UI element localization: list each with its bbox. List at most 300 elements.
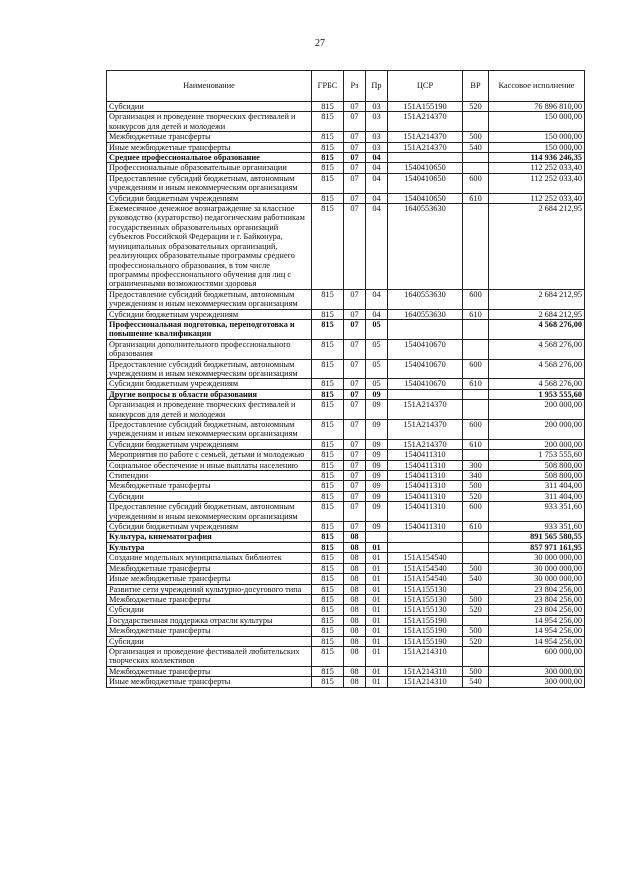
cell-pr: 04 bbox=[366, 153, 388, 163]
cell-csr: 151А214370 bbox=[388, 142, 463, 152]
cell-rz: 07 bbox=[344, 289, 366, 309]
table-row bbox=[107, 142, 585, 152]
cell-grbs: 815 bbox=[312, 626, 344, 636]
cell-rz: 08 bbox=[344, 574, 366, 584]
cell-rz: 07 bbox=[344, 471, 366, 481]
cell-pr: 01 bbox=[366, 553, 388, 563]
cell-csr: 1540410650 bbox=[388, 193, 463, 203]
cell-name: Иные межбюджетные трансферты bbox=[107, 677, 312, 687]
table-row bbox=[107, 153, 585, 163]
table-row bbox=[107, 574, 585, 584]
cell-amount: 933 351,60 bbox=[489, 522, 585, 532]
cell-csr: 1540411310 bbox=[388, 491, 463, 501]
cell-rz: 07 bbox=[344, 132, 366, 142]
cell-name: Субсидии bbox=[107, 491, 312, 501]
cell-csr: 1540410650 bbox=[388, 163, 463, 173]
cell-name: Межбюджетные трансферты bbox=[107, 481, 312, 491]
table-row bbox=[107, 605, 585, 615]
table-row bbox=[107, 389, 585, 399]
cell-pr: 09 bbox=[366, 460, 388, 470]
cell-pr: 05 bbox=[366, 359, 388, 379]
cell-pr: 01 bbox=[366, 615, 388, 625]
cell-pr: 01 bbox=[366, 542, 388, 552]
cell-amount: 150 000,00 bbox=[489, 112, 585, 132]
cell-pr: 01 bbox=[366, 626, 388, 636]
cell-name: Субсидии бюджетным учреждениям bbox=[107, 193, 312, 203]
cell-vr: 540 bbox=[463, 677, 489, 687]
cell-vr: 610 bbox=[463, 522, 489, 532]
header-amount: Кассовое исполнение bbox=[489, 71, 585, 102]
cell-amount: 114 936 246,35 bbox=[489, 153, 585, 163]
cell-vr: 520 bbox=[463, 102, 489, 112]
cell-vr bbox=[463, 646, 489, 666]
cell-amount: 23 804 256,00 bbox=[489, 584, 585, 594]
cell-pr: 01 bbox=[366, 594, 388, 604]
cell-grbs: 815 bbox=[312, 491, 344, 501]
cell-grbs: 815 bbox=[312, 460, 344, 470]
cell-pr: 03 bbox=[366, 142, 388, 152]
cell-pr: 01 bbox=[366, 563, 388, 573]
cell-name: Субсидии bbox=[107, 102, 312, 112]
cell-name: Иные межбюджетные трансферты bbox=[107, 574, 312, 584]
cell-grbs: 815 bbox=[312, 289, 344, 309]
cell-amount: 300 000,00 bbox=[489, 666, 585, 676]
cell-name: Ежемесячное денежное вознаграждение за классное руководство (кураторство) педагогическим работникам государственных образовательных организаций субъектов Российской Федерации и г. Байконура, муниципальных образовательных организаций, реализующих образовательные программы среднего профессионального образования, в том числе программы профессионального обучения для лиц с ограниченными возможностями здоровья bbox=[107, 204, 312, 290]
table-row bbox=[107, 450, 585, 460]
cell-pr: 04 bbox=[366, 289, 388, 309]
cell-grbs: 815 bbox=[312, 379, 344, 389]
cell-vr: 540 bbox=[463, 142, 489, 152]
cell-pr: 04 bbox=[366, 163, 388, 173]
cell-grbs: 815 bbox=[312, 563, 344, 573]
cell-amount: 311 404,00 bbox=[489, 481, 585, 491]
header-csr: ЦСР bbox=[388, 71, 463, 102]
cell-grbs: 815 bbox=[312, 389, 344, 399]
cell-vr: 500 bbox=[463, 594, 489, 604]
cell-csr: 151А155190 bbox=[388, 626, 463, 636]
table-row bbox=[107, 502, 585, 522]
table-row bbox=[107, 102, 585, 112]
cell-csr bbox=[388, 532, 463, 542]
cell-grbs: 815 bbox=[312, 439, 344, 449]
cell-rz: 07 bbox=[344, 379, 366, 389]
cell-vr: 610 bbox=[463, 309, 489, 319]
cell-amount: 200 000,00 bbox=[489, 420, 585, 440]
cell-name: Предоставление субсидий бюджетным, автономным учреждениям и иным некоммерческим организациям bbox=[107, 502, 312, 522]
table-row bbox=[107, 563, 585, 573]
cell-grbs: 815 bbox=[312, 646, 344, 666]
cell-name: Развитие сети учреждений культурно-досугового типа bbox=[107, 584, 312, 594]
cell-csr: 151А154540 bbox=[388, 553, 463, 563]
cell-vr: 610 bbox=[463, 439, 489, 449]
cell-pr: 01 bbox=[366, 605, 388, 615]
cell-vr: 600 bbox=[463, 359, 489, 379]
cell-csr: 151А155190 bbox=[388, 636, 463, 646]
table-row bbox=[107, 193, 585, 203]
cell-rz: 08 bbox=[344, 646, 366, 666]
cell-pr: 09 bbox=[366, 481, 388, 491]
cell-name: Культура, кинематография bbox=[107, 532, 312, 542]
cell-amount: 76 896 810,00 bbox=[489, 102, 585, 112]
table-row bbox=[107, 309, 585, 319]
header-grbs: ГРБС bbox=[312, 71, 344, 102]
cell-rz: 07 bbox=[344, 339, 366, 359]
cell-rz: 07 bbox=[344, 193, 366, 203]
cell-csr: 151А214310 bbox=[388, 677, 463, 687]
cell-grbs: 815 bbox=[312, 522, 344, 532]
cell-vr: 500 bbox=[463, 666, 489, 676]
cell-name: Другие вопросы в области образования bbox=[107, 389, 312, 399]
cell-csr: 1640553630 bbox=[388, 309, 463, 319]
cell-name: Предоставление субсидий бюджетным, автономным учреждениям и иным некоммерческим организациям bbox=[107, 289, 312, 309]
cell-grbs: 815 bbox=[312, 319, 344, 339]
cell-rz: 07 bbox=[344, 420, 366, 440]
cell-pr: 09 bbox=[366, 522, 388, 532]
cell-vr: 610 bbox=[463, 379, 489, 389]
header-pr: Пр bbox=[366, 71, 388, 102]
cell-pr: 09 bbox=[366, 400, 388, 420]
cell-csr: 151А214370 bbox=[388, 400, 463, 420]
cell-csr: 151А154540 bbox=[388, 574, 463, 584]
cell-pr: 04 bbox=[366, 204, 388, 290]
table-row bbox=[107, 666, 585, 676]
cell-grbs: 815 bbox=[312, 584, 344, 594]
cell-amount: 508 800,00 bbox=[489, 471, 585, 481]
cell-csr bbox=[388, 542, 463, 552]
cell-vr: 500 bbox=[463, 132, 489, 142]
cell-grbs: 815 bbox=[312, 193, 344, 203]
cell-csr: 151А214370 bbox=[388, 112, 463, 132]
cell-grbs: 815 bbox=[312, 594, 344, 604]
cell-rz: 07 bbox=[344, 163, 366, 173]
table-row bbox=[107, 460, 585, 470]
cell-name: Субсидии bbox=[107, 605, 312, 615]
cell-rz: 07 bbox=[344, 502, 366, 522]
cell-grbs: 815 bbox=[312, 574, 344, 584]
cell-name: Культура bbox=[107, 542, 312, 552]
table-row bbox=[107, 204, 585, 290]
cell-csr bbox=[388, 319, 463, 339]
table-row bbox=[107, 626, 585, 636]
cell-grbs: 815 bbox=[312, 153, 344, 163]
cell-csr bbox=[388, 153, 463, 163]
cell-grbs: 815 bbox=[312, 204, 344, 290]
cell-pr: 03 bbox=[366, 112, 388, 132]
cell-amount: 150 000,00 bbox=[489, 142, 585, 152]
table-row bbox=[107, 522, 585, 532]
cell-name: Иные межбюджетные трансферты bbox=[107, 142, 312, 152]
cell-csr: 1540411310 bbox=[388, 522, 463, 532]
cell-rz: 07 bbox=[344, 102, 366, 112]
table-row bbox=[107, 584, 585, 594]
cell-csr: 151А154540 bbox=[388, 563, 463, 573]
cell-vr: 340 bbox=[463, 471, 489, 481]
cell-vr: 610 bbox=[463, 193, 489, 203]
table-row bbox=[107, 400, 585, 420]
cell-name: Субсидии bbox=[107, 636, 312, 646]
cell-csr: 1540411310 bbox=[388, 471, 463, 481]
cell-grbs: 815 bbox=[312, 132, 344, 142]
cell-csr: 1540410670 bbox=[388, 339, 463, 359]
table-row bbox=[107, 677, 585, 687]
cell-grbs: 815 bbox=[312, 481, 344, 491]
cell-rz: 07 bbox=[344, 319, 366, 339]
cell-pr: 01 bbox=[366, 584, 388, 594]
cell-name: Предоставление субсидий бюджетным, автономным учреждениям и иным некоммерческим организациям bbox=[107, 173, 312, 193]
cell-csr: 151А214370 bbox=[388, 420, 463, 440]
cell-amount: 112 252 033,40 bbox=[489, 193, 585, 203]
cell-grbs: 815 bbox=[312, 420, 344, 440]
table-row bbox=[107, 163, 585, 173]
cell-csr: 1640553630 bbox=[388, 289, 463, 309]
cell-vr: 520 bbox=[463, 636, 489, 646]
cell-name: Организации дополнительного профессионального образования bbox=[107, 339, 312, 359]
cell-rz: 08 bbox=[344, 563, 366, 573]
table-row bbox=[107, 594, 585, 604]
cell-vr: 600 bbox=[463, 502, 489, 522]
cell-name: Среднее профессиональное образование bbox=[107, 153, 312, 163]
cell-amount: 112 252 033,40 bbox=[489, 173, 585, 193]
cell-rz: 07 bbox=[344, 400, 366, 420]
cell-pr: 01 bbox=[366, 646, 388, 666]
cell-grbs: 815 bbox=[312, 502, 344, 522]
cell-amount: 891 565 580,55 bbox=[489, 532, 585, 542]
cell-name: Субсидии бюджетным учреждениям bbox=[107, 309, 312, 319]
cell-csr: 1540411310 bbox=[388, 450, 463, 460]
cell-vr: 520 bbox=[463, 605, 489, 615]
cell-grbs: 815 bbox=[312, 112, 344, 132]
cell-rz: 07 bbox=[344, 522, 366, 532]
header-vr: ВР bbox=[463, 71, 489, 102]
cell-pr: 09 bbox=[366, 389, 388, 399]
cell-amount: 2 684 212,95 bbox=[489, 204, 585, 290]
cell-pr: 01 bbox=[366, 574, 388, 584]
cell-vr bbox=[463, 400, 489, 420]
cell-csr: 151А155130 bbox=[388, 584, 463, 594]
cell-vr bbox=[463, 112, 489, 132]
table-row bbox=[107, 471, 585, 481]
cell-amount: 1 753 555,60 bbox=[489, 450, 585, 460]
cell-amount: 4 568 276,00 bbox=[489, 359, 585, 379]
cell-rz: 08 bbox=[344, 584, 366, 594]
cell-csr: 151А155190 bbox=[388, 102, 463, 112]
cell-amount: 30 000 000,00 bbox=[489, 553, 585, 563]
cell-vr: 500 bbox=[463, 481, 489, 491]
cell-csr: 151А214370 bbox=[388, 132, 463, 142]
cell-rz: 07 bbox=[344, 359, 366, 379]
cell-name: Субсидии бюджетным учреждениям bbox=[107, 439, 312, 449]
cell-pr: 01 bbox=[366, 666, 388, 676]
cell-amount: 112 252 033,40 bbox=[489, 163, 585, 173]
table-row bbox=[107, 319, 585, 339]
table-row bbox=[107, 646, 585, 666]
cell-grbs: 815 bbox=[312, 677, 344, 687]
cell-name: Предоставление субсидий бюджетным, автономным учреждениям и иным некоммерческим организациям bbox=[107, 420, 312, 440]
cell-name: Организация и проведение творческих фестивалей и конкурсов для детей и молодежи bbox=[107, 400, 312, 420]
cell-pr: 01 bbox=[366, 636, 388, 646]
header-name: Наименование bbox=[107, 71, 312, 102]
cell-grbs: 815 bbox=[312, 400, 344, 420]
cell-rz: 08 bbox=[344, 677, 366, 687]
table-row bbox=[107, 481, 585, 491]
cell-amount: 857 971 161,95 bbox=[489, 542, 585, 552]
cell-amount: 4 568 276,00 bbox=[489, 339, 585, 359]
table-row bbox=[107, 542, 585, 552]
cell-grbs: 815 bbox=[312, 339, 344, 359]
cell-vr: 540 bbox=[463, 574, 489, 584]
cell-rz: 08 bbox=[344, 542, 366, 552]
cell-csr: 151А155190 bbox=[388, 615, 463, 625]
cell-grbs: 815 bbox=[312, 666, 344, 676]
table-row bbox=[107, 420, 585, 440]
table-body bbox=[107, 102, 585, 688]
cell-grbs: 815 bbox=[312, 636, 344, 646]
cell-pr: 09 bbox=[366, 420, 388, 440]
cell-pr: 03 bbox=[366, 102, 388, 112]
cell-vr bbox=[463, 153, 489, 163]
cell-csr: 1540410670 bbox=[388, 379, 463, 389]
cell-grbs: 815 bbox=[312, 532, 344, 542]
table-row bbox=[107, 112, 585, 132]
table-row bbox=[107, 173, 585, 193]
cell-vr bbox=[463, 450, 489, 460]
table-header-row bbox=[107, 71, 585, 102]
cell-csr: 1540410670 bbox=[388, 359, 463, 379]
cell-pr: 05 bbox=[366, 319, 388, 339]
budget-table bbox=[106, 70, 585, 688]
cell-rz: 07 bbox=[344, 450, 366, 460]
cell-vr bbox=[463, 389, 489, 399]
cell-name: Организация и проведение фестивалей любительских творческих коллективов bbox=[107, 646, 312, 666]
cell-vr bbox=[463, 615, 489, 625]
cell-pr: 04 bbox=[366, 309, 388, 319]
cell-name: Межбюджетные трансферты bbox=[107, 666, 312, 676]
cell-vr: 600 bbox=[463, 420, 489, 440]
page-number: 27 bbox=[315, 38, 325, 49]
cell-rz: 08 bbox=[344, 594, 366, 604]
cell-vr bbox=[463, 532, 489, 542]
cell-grbs: 815 bbox=[312, 615, 344, 625]
table-row bbox=[107, 615, 585, 625]
cell-amount: 14 954 256,00 bbox=[489, 626, 585, 636]
table-row bbox=[107, 339, 585, 359]
cell-name: Межбюджетные трансферты bbox=[107, 563, 312, 573]
cell-name: Предоставление субсидий бюджетным, автономным учреждениям и иным некоммерческим организациям bbox=[107, 359, 312, 379]
table-row bbox=[107, 532, 585, 542]
cell-amount: 14 954 256,00 bbox=[489, 615, 585, 625]
cell-vr bbox=[463, 542, 489, 552]
cell-grbs: 815 bbox=[312, 450, 344, 460]
cell-name: Государственная поддержка отрасли культуры bbox=[107, 615, 312, 625]
cell-rz: 07 bbox=[344, 204, 366, 290]
cell-rz: 07 bbox=[344, 309, 366, 319]
cell-grbs: 815 bbox=[312, 102, 344, 112]
cell-amount: 30 000 000,00 bbox=[489, 574, 585, 584]
cell-csr: 1540411310 bbox=[388, 502, 463, 522]
cell-rz: 08 bbox=[344, 666, 366, 676]
table-row bbox=[107, 379, 585, 389]
cell-vr: 600 bbox=[463, 173, 489, 193]
cell-rz: 08 bbox=[344, 636, 366, 646]
table-row bbox=[107, 553, 585, 563]
cell-csr: 1540411310 bbox=[388, 460, 463, 470]
cell-amount: 300 000,00 bbox=[489, 677, 585, 687]
cell-amount: 2 684 212,95 bbox=[489, 309, 585, 319]
cell-name: Мероприятия по работе с семьей, детьми и молодежью bbox=[107, 450, 312, 460]
cell-vr bbox=[463, 584, 489, 594]
cell-grbs: 815 bbox=[312, 359, 344, 379]
cell-csr: 1640553630 bbox=[388, 204, 463, 290]
cell-name: Субсидии бюджетным учреждениям bbox=[107, 379, 312, 389]
cell-pr bbox=[366, 532, 388, 542]
cell-vr bbox=[463, 163, 489, 173]
cell-amount: 200 000,00 bbox=[489, 400, 585, 420]
cell-vr: 520 bbox=[463, 491, 489, 501]
cell-pr: 09 bbox=[366, 471, 388, 481]
cell-rz: 07 bbox=[344, 173, 366, 193]
cell-rz: 07 bbox=[344, 460, 366, 470]
cell-rz: 08 bbox=[344, 615, 366, 625]
cell-vr: 500 bbox=[463, 563, 489, 573]
cell-name: Социальное обеспечение и иные выплаты населению bbox=[107, 460, 312, 470]
cell-grbs: 815 bbox=[312, 542, 344, 552]
cell-vr bbox=[463, 204, 489, 290]
cell-csr: 1540411310 bbox=[388, 481, 463, 491]
cell-rz: 07 bbox=[344, 439, 366, 449]
cell-rz: 07 bbox=[344, 142, 366, 152]
cell-amount: 23 804 256,00 bbox=[489, 594, 585, 604]
table-row bbox=[107, 636, 585, 646]
cell-rz: 07 bbox=[344, 481, 366, 491]
cell-name: Межбюджетные трансферты bbox=[107, 594, 312, 604]
cell-amount: 508 800,00 bbox=[489, 460, 585, 470]
cell-grbs: 815 bbox=[312, 471, 344, 481]
table-row bbox=[107, 439, 585, 449]
cell-amount: 1 953 555,60 bbox=[489, 389, 585, 399]
table-row bbox=[107, 359, 585, 379]
cell-rz: 07 bbox=[344, 153, 366, 163]
cell-pr: 05 bbox=[366, 379, 388, 389]
cell-name: Субсидии бюджетным учреждениям bbox=[107, 522, 312, 532]
cell-name: Профессиональная подготовка, переподготовка и повышение квалификации bbox=[107, 319, 312, 339]
cell-csr: 151А155130 bbox=[388, 594, 463, 604]
cell-vr: 500 bbox=[463, 626, 489, 636]
cell-name: Организация и проведение творческих фестивалей и конкурсов для детей и молодежи bbox=[107, 112, 312, 132]
cell-grbs: 815 bbox=[312, 163, 344, 173]
cell-pr: 05 bbox=[366, 339, 388, 359]
cell-amount: 4 568 276,00 bbox=[489, 319, 585, 339]
cell-name: Стипендии bbox=[107, 471, 312, 481]
cell-vr bbox=[463, 553, 489, 563]
table-row bbox=[107, 491, 585, 501]
cell-amount: 933 351,60 bbox=[489, 502, 585, 522]
cell-pr: 03 bbox=[366, 132, 388, 142]
cell-rz: 07 bbox=[344, 112, 366, 132]
cell-amount: 30 000 000,00 bbox=[489, 563, 585, 573]
table-row bbox=[107, 132, 585, 142]
cell-pr: 04 bbox=[366, 193, 388, 203]
table-row bbox=[107, 289, 585, 309]
cell-rz: 07 bbox=[344, 491, 366, 501]
cell-csr bbox=[388, 389, 463, 399]
cell-amount: 14 954 256,00 bbox=[489, 636, 585, 646]
cell-pr: 09 bbox=[366, 502, 388, 522]
cell-rz: 08 bbox=[344, 553, 366, 563]
cell-pr: 09 bbox=[366, 439, 388, 449]
cell-grbs: 815 bbox=[312, 553, 344, 563]
cell-rz: 08 bbox=[344, 532, 366, 542]
cell-name: Профессиональные образовательные организации bbox=[107, 163, 312, 173]
